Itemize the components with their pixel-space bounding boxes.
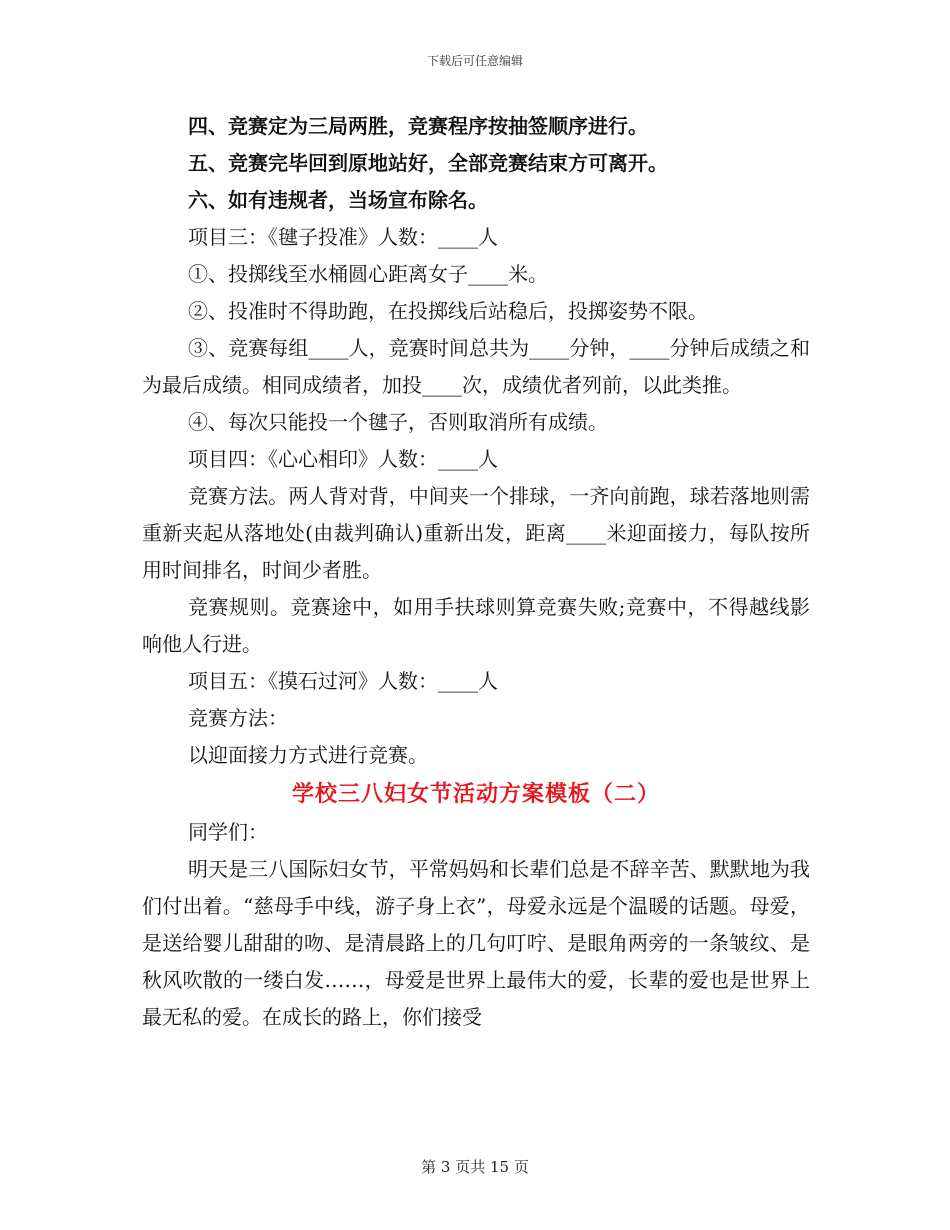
paragraph-greeting: 同学们： xyxy=(188,820,268,844)
page-header: 下载后可任意编辑 xyxy=(426,54,523,68)
paragraph-project-4-rules: 竞赛规则。竞赛途中，如用手扶球则算竞赛失败;竞赛中，不得越线影响他人行进。 xyxy=(142,595,810,656)
page-footer: 第 3 页共 15 页 xyxy=(421,1158,529,1176)
section-heading: 学校三八妇女节活动方案模板（二） xyxy=(291,781,660,807)
paragraph-project-3-item-2: ②、投准时不得助跑，在投掷线后站稳后，投掷姿势不限。 xyxy=(188,299,708,323)
paragraph-project-4-method: 竞赛方法。两人背对背，中间夹一个排球，一齐向前跑，球若落地则需重新夹起从落地处(由裁判确认)重新出发，距离____米迎面接力，每队按所用时间排名，时间少者胜。 xyxy=(142,484,810,582)
paragraph-rule-4: 四、竞赛定为三局两胜，竞赛程序按抽签顺序进行。 xyxy=(188,114,648,138)
document-body xyxy=(142,108,810,1036)
paragraph-project-5-title: 项目五：《摸石过河》人数：____人 xyxy=(188,669,498,693)
paragraph-project-3-item-3: ③、竞赛每组____人，竞赛时间总共为____分钟，____分钟后成绩之和为最后成绩。相同成绩者，加投____次，成绩优者列前，以此类推。 xyxy=(142,336,810,397)
paragraph-speech-body: 明天是三八国际妇女节，平常妈妈和长辈们总是不辞辛苦、默默地为我们付出着。“慈母手中线，游子身上衣”，母爱永远是个温暖的话题。母爱，是送给婴儿甜甜的吻、是清晨路上的几句叮咛、是眼角两旁的一条皱纹、是秋风吹散的一缕白发……，母爱是世界上最伟大的爱，长辈的爱也是世界上最无私的爱。在成长的路上，你们接受 xyxy=(142,857,810,1029)
paragraph-project-3-item-4: ④、每次只能投一个毽子，否则取消所有成绩。 xyxy=(188,410,608,434)
paragraph-project-3-item-1: ①、投掷线至水桶圆心距离女子____米。 xyxy=(188,262,548,286)
paragraph-rule-6: 六、如有违规者，当场宣布除名。 xyxy=(188,188,488,212)
paragraph-project-3-title: 项目三：《毽子投准》人数：____人 xyxy=(188,225,498,249)
paragraph-rule-5: 五、竞赛完毕回到原地站好，全部竞赛结束方可离开。 xyxy=(188,151,668,175)
paragraph-project-5-method: 以迎面接力方式进行竞赛。 xyxy=(188,743,428,767)
paragraph-project-4-title: 项目四：《心心相印》人数：____人 xyxy=(188,447,498,471)
paragraph-project-5-method-label: 竞赛方法： xyxy=(188,706,288,730)
